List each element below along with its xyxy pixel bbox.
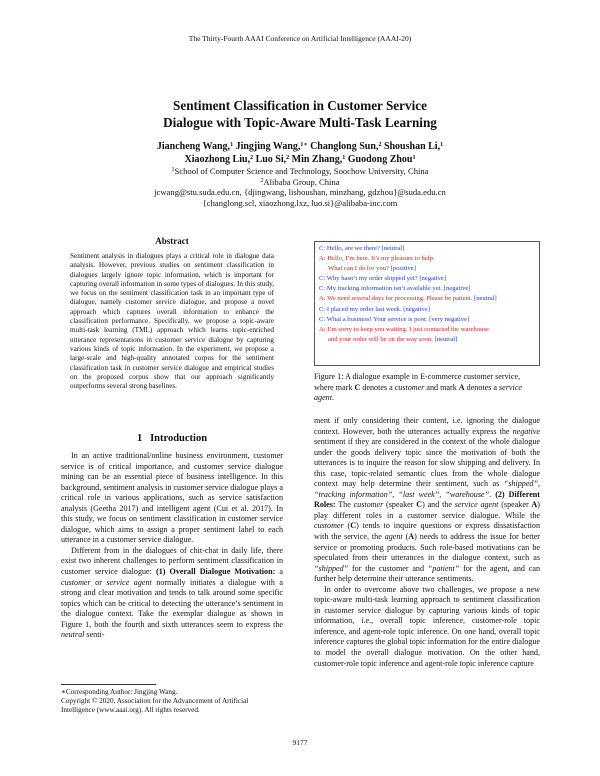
emails-1: jcwang@stu.suda.edu.cn, {djingwang, lishoushan, minzhang, gdzhou}@suda.edu.cn [154,187,446,198]
paper-title [0,97,600,131]
figure-1-dialogue-box [314,241,540,366]
dialogue-utterance: C: What a business! Your service is poor. [very negative] [319,315,470,323]
emails-2: {changlong.scl, xiaozhong.lxz, luo.si}@alibaba-inc.com [202,197,398,208]
right-paragraph-2: In order to overcome above two challenges, we propose a new topic-aware multi-task learning approach to sentiment classification in customer service dialogue by capturing various kinds of topic information, i.e., overall topic inference, customer-role topic inference, and agent-role topic inference. On one hand, overall topic inference captures the global topic information for the entire dialogue to model the overall dialogue motivation. On the other hand, customer-role topic inference and agent-role topic inference capture [314,584,540,668]
dialogue-utterance: C: I placed my order last week. [negative] [319,305,430,313]
abstract-body: Sentiment analysis in dialogues plays a critical role in dialogue data analysis. However, previous studies on sentiment classification in dialogues largely ignore topic information, which is important for capturing overall information in some types of dialogues. In this study, we focus on the sentiment classification task in an important type of dialogue, namely customer service dialogue, and propose a novel approach which captures overall information to enhance the classification performance. Specifically, we propose a topic-aware multi-task learning (TML) approach which learns topic-enriched utterance representations in customer service dialogue by capturing various kinds of topic information. In the experiment, we propose a large-scale and high-quality annotated corpus for the sentiment classification task in customer service dialogue and empirical studies on the proposed corpus show that our approach significantly outperforms several strong baselines. [70,252,274,391]
author: Guodong Zhou [347,154,413,165]
dialogue-utterance: What can I do for you? [positive] [328,265,416,273]
affiliation-2 [0,177,600,188]
introduction-body [61,451,283,641]
dialogue-utterance: C: My tracking information isn’t available yet. [negative] [319,285,471,293]
corresponding-author-note: ∗Corresponding Author: Jingjing Wang. [61,688,178,696]
copyright-line-2: Intelligence (www.aaai.org). All rights reserved. [61,706,200,715]
author-mark: 1∗ [300,142,308,148]
author-mark: 1 [440,142,444,148]
author-line-1 [0,140,600,153]
affiliation-mark: 2 [260,177,264,184]
author-line-2 [0,153,600,166]
section-title: Introduction [150,433,208,444]
author-mark: 1 [342,155,346,161]
author-list [0,140,600,166]
intro-paragraph-1: In an active traditional/online business environment, customer service is of critical importance, and customer service dialogue mining can be an essential piece of business intelligence. In this background, sentiment analysis in customer service dialogue plays a critical role in various applications, such as service satisfaction analysis (Geetha 2017) and intelligent agent (Cui et al. 2017). In this study, we focus on sentiment classification in customer service dialogue, which aims to assign a proper sentiment label to each utterance in a customer service dialogue. [61,451,283,545]
author: Xiaozhong Liu, [184,154,251,165]
copyright-line-1: Copyright © 2020, Association for the Advancement of Artificial [61,697,249,706]
title-line-2: Dialogue with Topic-Aware Multi-Task Learning [163,115,437,130]
affiliations [0,166,600,208]
section-heading-introduction [61,433,283,444]
author: Min Zhang, [291,154,343,165]
author-mark: 1 [412,155,416,161]
dialogue-utterance: A: I’m sorry to keep you waiting. I just contacted the warehouse [319,325,489,333]
affiliation-mark: 1 [171,167,175,173]
author-mark: 2 [250,155,254,161]
author-mark: 2 [286,155,290,161]
affiliation-text: Alibaba Group, China [263,176,340,187]
dialogue-utterance: A: Hello, I’m here. It’s my pleasure to help. [319,255,435,263]
conference-header: The Thirty-Fourth AAAI Conference on Artificial Intelligence (AAAI-20) [188,34,412,43]
author: Changlong Sun, [310,141,379,152]
title-line-1: Sentiment Classification in Customer Service [173,98,427,113]
dialogue-utterance: C: Why hasn’t my order shipped yet? [negative] [319,275,447,283]
dialogue-utterance: A: We need several days for processing. Please be patient. [neutral] [319,295,497,303]
author: Jingjing Wang, [235,141,301,152]
author-mark: 1 [230,142,234,148]
affiliation-1 [0,166,600,177]
author: Jiancheng Wang, [156,141,231,152]
section-number: 1 [136,433,143,444]
dialogue-utterance: and your order will be on the way soon. [neutral] [328,335,458,343]
dialogue-utterance: C: Hello, are we there? [neutral] [319,245,405,252]
abstract-heading: Abstract [155,236,189,246]
footnote-divider [61,684,156,685]
page-number: 9177 [292,738,308,747]
author: Shoushan Li, [383,141,441,152]
right-paragraph-1: ment if only considering their content, i.e. ignoring the dialogue context. However, both the utterances actually express the negative sentiment if they are considered in the context of the whole dialogue under the goods delivery topic since the motivation of both the utterances is to inquire the reason for slow shipping and delivery. In this case, topic-related semantic clues from the whole dialogue context may help determine their sentiment, such as “shipped”, “tracking information”, “last week”, “warehouse”. (2) Different Roles: The customer (speaker C) and the service agent (speaker A) play different roles in a customer service dialogue. While the customer (C) tends to inquire questions or express dissatisfaction with the service, the agent (A) needs to address the issue for better service or promoting products. Such role-based motivations can be speculated from their utterances in the dialogue context, such as “shipped” for the customer and “patient” for the agent, and can further help determine their utterance sentiments. [314,416,541,584]
right-column-body [314,416,540,669]
intro-paragraph-2: Different from in the dialogues of chit-chat in daily life, there exist two inherent challenges to perform sentiment classification in customer service dialogue: (1) Overall Dialogue Motivation: a customer or service agent normally initiates a dialogue with a strong and clear motivation and tends to talk around some specific topics which can be critical to detecting the utterance’s sentiment in the dialogue context. Take the exemplar dialogue as shown in Figure 1, both the fourth and sixth utterances seem to express the neutral senti- [61,545,283,640]
footnote [61,688,283,716]
author: Luo Si, [255,154,287,165]
author-mark: 2 [378,142,382,148]
figure-1-caption: Figure 1: A dialogue example in E-commerce customer service, where mark C denotes a customer and mark A denotes a service agent. [314,372,522,403]
affiliation-text: School of Computer Science and Technology, Soochow University, China [174,166,429,176]
